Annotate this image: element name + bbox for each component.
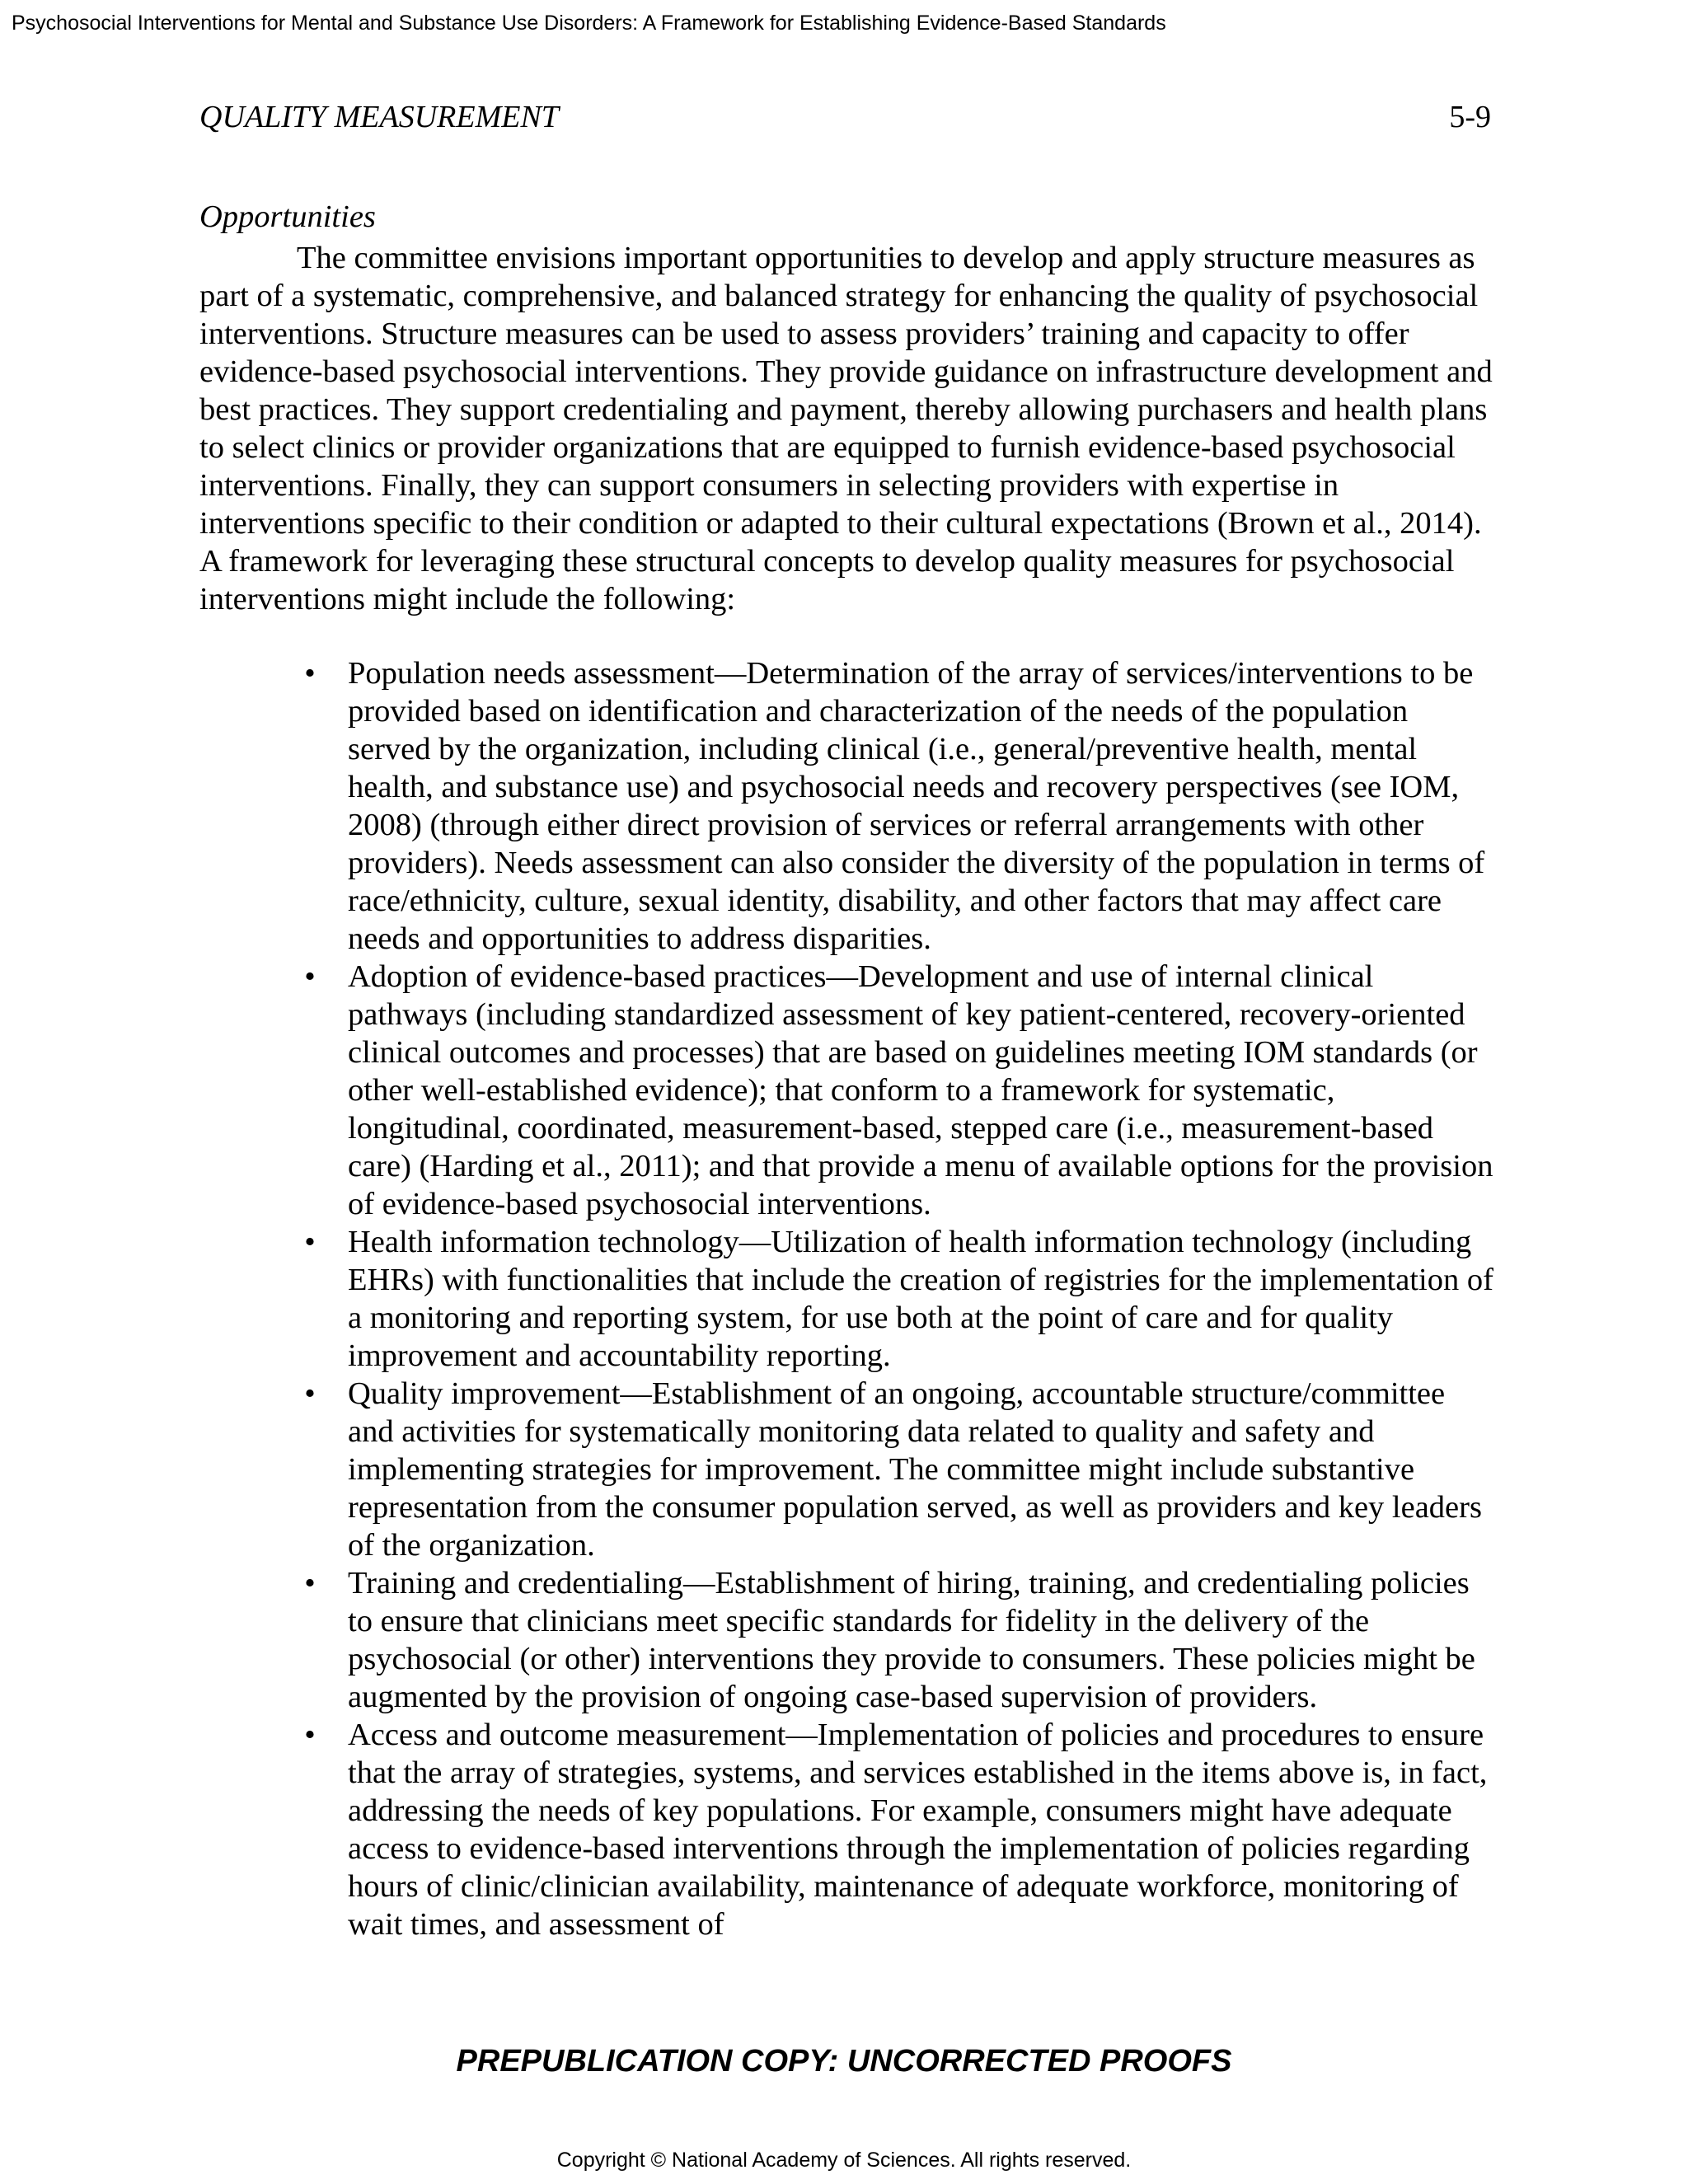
book-title-header: Psychosocial Interventions for Mental and Substance Use Disorders: A Framework for Establishing Evidence-Based Standards [12,12,1166,35]
intro-paragraph: The committee envisions important opportunities to develop and apply structure measures as part of a systematic, comprehensive, and balanced strategy for enhancing the quality of psychosocial interventions. Structure measures can be used to assess providers’ training and capacity to offer evidence-based psychosocial interventions. They provide guidance on infrastructure development and best practices. They support credentialing and payment, thereby allowing purchasers and health plans to select clinics or provider organizations that are equipped to furnish evidence-based psychosocial interventions. Finally, they can support consumers in selecting providers with expertise in interventions specific to their condition or adapted to their cultural expectations (Brown et al., 2014). A framework for leveraging these structural concepts to develop quality measures for psychosocial interventions might include the following: [199,241,1493,616]
bullet-text: Access and outcome measurement—Implementation of policies and procedures to ensure that the array of strategies, systems, and services established in the items above is, in fact, addressing the needs of key populations. For example, consumers might have adequate access to evidence-based interventions through the implementation of policies regarding hours of clinic/clinician availability, maintenance of adequate workforce, monitoring of wait times, and assessment of [348,1718,1488,1942]
prepublication-notice: PREPUBLICATION COPY: UNCORRECTED PROOFS [456,2044,1232,2079]
bullet-item-training-credentialing [199,1564,1493,1716]
bullet-text: Training and credentialing—Establishment of hiring, training, and credentialing policies to ensure that clinicians meet specific standards for fidelity in the delivery of the psychosocial (or other) interventions they provide to consumers. These policies might be augmented by the provision of ongoing case-based supervision of providers. [348,1566,1475,1714]
bullet-item-health-it [199,1223,1493,1375]
bullet-icon: • [304,656,316,691]
chapter-title: QUALITY MEASUREMENT [199,100,559,134]
bullet-item-access-outcome [199,1716,1493,1943]
bullet-text: Quality improvement—Establishment of an ongoing, accountable structure/committee and activities for systematically monitoring data related to quality and safety and implementing strategies for improvement. The committee might include substantive representation from the consumer population served, as well as providers and key leaders of the organization. [348,1376,1482,1563]
section-heading: Opportunities [199,199,376,234]
running-head [199,99,1491,135]
bullet-icon: • [304,1566,316,1601]
bullet-item-needs-assessment [199,654,1493,958]
bullet-item-evidence-based-practices [199,958,1493,1223]
bullet-icon: • [304,959,316,994]
bullet-icon: • [304,1718,316,1752]
copyright-notice: Copyright © National Academy of Sciences. All rights reserved. [556,2149,1132,2172]
bullet-text: Health information technology—Utilization of health information technology (including EHRs) with functionalities that include the creation of registries for the implementation of a monitoring and reporting system, for use both at the point of care and for quality improvement and accountability reporting. [348,1225,1493,1373]
bullet-item-quality-improvement [199,1375,1493,1564]
bullet-list [199,654,1493,1943]
page-body [199,198,1493,1943]
bullet-icon: • [304,1376,316,1411]
bullet-icon: • [304,1225,316,1259]
bullet-text: Adoption of evidence-based practices—Development and use of internal clinical pathways (including standardized assessment of key patient-centered, recovery-oriented clinical outcomes and processes) that are based on guidelines meeting IOM standards (or other well-established evidence); that conform to a framework for systematic, longitudinal, coordinated, measurement-based, stepped care (i.e., measurement-based care) (Harding et al., 2011); and that provide a menu of available options for the provision of evidence-based psychosocial interventions. [348,959,1493,1221]
page-number: 5-9 [1449,100,1491,134]
bullet-text: Population needs assessment—Determination of the array of services/interventions to be provided based on identification and characterization of the needs of the population served by the organization, including clinical (i.e., general/preventive health, mental health, and substance use) and psychosocial needs and recovery perspectives (see IOM, 2008) (through either direct provision of services or referral arrangements with other providers). Needs assessment can also consider the diversity of the population in terms of race/ethnicity, culture, sexual identity, disability, and other factors that may affect care needs and opportunities to address disparities. [348,656,1485,956]
